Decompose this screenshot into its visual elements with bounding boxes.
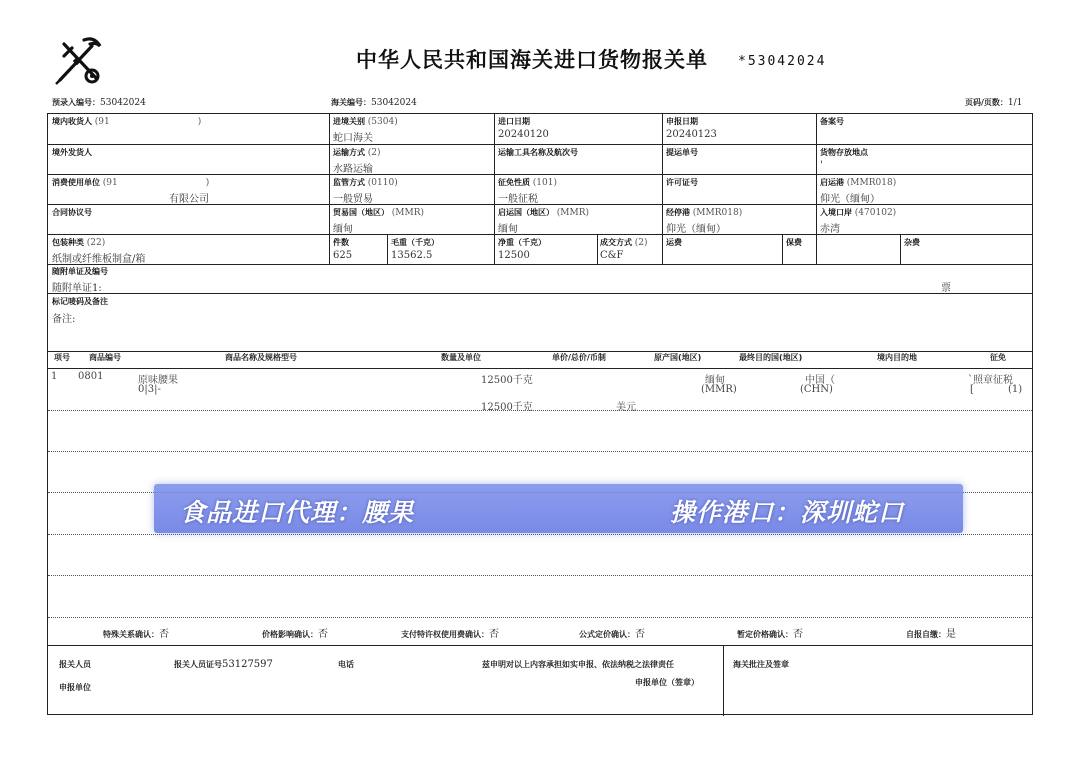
customs-emblem-icon: [52, 34, 106, 88]
transport-tool-label: 运输工具名称及航次号: [498, 148, 578, 157]
banner-left-text: 食品进口代理：腰果: [180, 498, 415, 527]
form-number: *53042024: [738, 54, 827, 69]
contract-no-label: 合同协议号: [52, 208, 92, 217]
prerecord-number: 预录入编号：53042024: [52, 98, 146, 108]
declaration-statement: 兹申明对以上内容承担如实申报、依法纳税之法律责任: [482, 660, 674, 669]
import-date-value: 20240120: [498, 129, 549, 140]
customs-number: 海关编号：53042024: [331, 98, 417, 108]
bill-no-label: 提运单号: [666, 148, 698, 157]
gross-weight-value: 13562.5: [391, 250, 433, 261]
price-influence-confirm: 价格影响确认：否: [262, 629, 328, 640]
goods-header-domestic-dest: 境内目的地: [877, 353, 917, 362]
entry-port-value: 蛇口海关: [333, 133, 373, 144]
goods-item-no: 1: [51, 371, 58, 382]
supervision-value: 一般贸易: [333, 194, 373, 205]
entry-port-label: 进境关别 (5304): [333, 117, 398, 127]
goods-header-levy: 征免: [990, 353, 1006, 362]
transit-port-label: 经停港 (MMR018): [666, 208, 743, 218]
storage-place-value: ': [820, 160, 823, 171]
shipper-label: 境外发货人: [52, 148, 92, 157]
entry-site-label: 入境口岸 (470102): [820, 208, 897, 218]
transport-mode-value: 水路运输: [333, 164, 373, 175]
goods-levy-mark: [: [970, 384, 974, 395]
attached-docs-suffix: 票: [941, 283, 951, 294]
marks-value: 备注:: [52, 314, 76, 325]
form-title: 中华人民共和国海关进口货物报关单: [356, 48, 708, 72]
customs-approval: 海关批注及签章: [733, 660, 789, 669]
goods-qty-2: 12500千克: [481, 402, 533, 413]
transport-mode-label: 运输方式 (2): [333, 148, 381, 158]
insurance-label: 保费: [786, 238, 802, 247]
declare-date-value: 20240123: [666, 129, 717, 140]
gross-weight-label: 毛重（千克）: [391, 238, 439, 247]
misc-fee-label: 杂费: [904, 238, 920, 247]
page-indicator: 页码/页数：1/1: [965, 98, 1023, 108]
broker-cert: 报关人员证号53127597: [174, 659, 273, 670]
goods-header-item-no: 项号: [54, 353, 70, 362]
goods-header-name: 商品名称及规格型号: [225, 353, 297, 362]
attached-docs-value: 随附单证1:: [52, 283, 102, 294]
license-no-label: 许可证号: [666, 178, 698, 187]
net-weight-value: 12500: [498, 250, 530, 261]
goods-qty-1: 12500千克: [481, 375, 533, 386]
trade-country-value: 缅甸: [333, 224, 353, 235]
supervision-label: 监管方式 (0110): [333, 178, 398, 188]
entry-site-value: 赤湾: [820, 224, 840, 235]
goods-hs-code: 0801: [78, 371, 104, 382]
goods-destination-code: (CHN): [800, 384, 833, 395]
consumer-label: 消费使用单位 (91 ): [52, 178, 210, 188]
banner-right-text: 操作港口：深圳蛇口: [670, 498, 905, 527]
goods-header-origin: 原产国(地区): [654, 353, 702, 362]
departure-port-value: 仰光（缅甸）: [820, 194, 880, 205]
phone-label: 电话: [338, 660, 354, 669]
promo-banner: [154, 484, 963, 533]
declaration-form: [47, 113, 1033, 715]
marks-label: 标记唛码及备注: [52, 297, 108, 306]
attached-docs-label: 随附单证及编号: [52, 267, 108, 276]
goods-currency: 美元: [616, 402, 636, 413]
package-type-value: 纸制或纤维板制盒/箱: [52, 254, 146, 265]
goods-header-price: 单价/总价/币制: [552, 353, 606, 362]
origin-country-label: 启运国（地区） (MMR): [498, 208, 590, 218]
origin-country-value: 缅甸: [498, 224, 518, 235]
transit-port-value: 仰光（缅甸）: [666, 224, 726, 235]
declare-unit-label: 申报单位: [59, 683, 91, 692]
storage-place-label: 货物存放地点: [820, 148, 868, 157]
pieces-value: 625: [333, 250, 353, 261]
declare-date-label: 申报日期: [666, 117, 698, 126]
consignee-label: 境内收货人 (91 ): [52, 117, 202, 127]
net-weight-label: 净重（千克）: [498, 238, 546, 247]
goods-spec: 0|3|-: [138, 384, 161, 395]
deal-mode-label: 成交方式 (2): [600, 238, 648, 248]
levy-nature-value: 一般征税: [498, 194, 538, 205]
goods-name: 原味腰果: [138, 375, 178, 386]
trade-country-label: 贸易国（地区） (MMR): [333, 208, 425, 218]
goods-destination: 中国（: [805, 375, 835, 386]
goods-header-qty: 数量及单位: [441, 353, 481, 362]
self-report-confirm: 自报自缴：是: [906, 629, 956, 640]
filing-no-label: 备案号: [820, 117, 844, 126]
pieces-label: 件数: [333, 238, 349, 247]
goods-header-destination: 最终目的国(地区): [739, 353, 803, 362]
provisional-price-confirm: 暂定价格确认：否: [737, 629, 803, 640]
royalty-confirm: 支付特许权使用费确认：否: [401, 629, 499, 640]
goods-origin-code: (MMR): [701, 384, 737, 395]
levy-nature-label: 征免性质 (101): [498, 178, 557, 188]
consumer-value: 有限公司: [169, 194, 209, 205]
formula-price-confirm: 公式定价确认：否: [579, 629, 645, 640]
departure-port-label: 启运港 (MMR018): [820, 178, 897, 188]
goods-levy-method: `照章征税: [968, 375, 1013, 386]
declare-unit-seal: 申报单位（签章）: [635, 678, 699, 687]
broker-label: 报关人员: [59, 660, 91, 669]
import-date-label: 进口日期: [498, 117, 530, 126]
special-relation-confirm: 特殊关系确认：否: [103, 629, 169, 640]
package-type-label: 包装种类 (22): [52, 238, 106, 248]
goods-header-hs-code: 商品编号: [89, 353, 121, 362]
deal-mode-value: C&F: [600, 250, 624, 261]
freight-label: 运费: [666, 238, 682, 247]
goods-origin: 缅甸: [705, 375, 725, 386]
goods-levy-code: (1): [1008, 384, 1023, 395]
